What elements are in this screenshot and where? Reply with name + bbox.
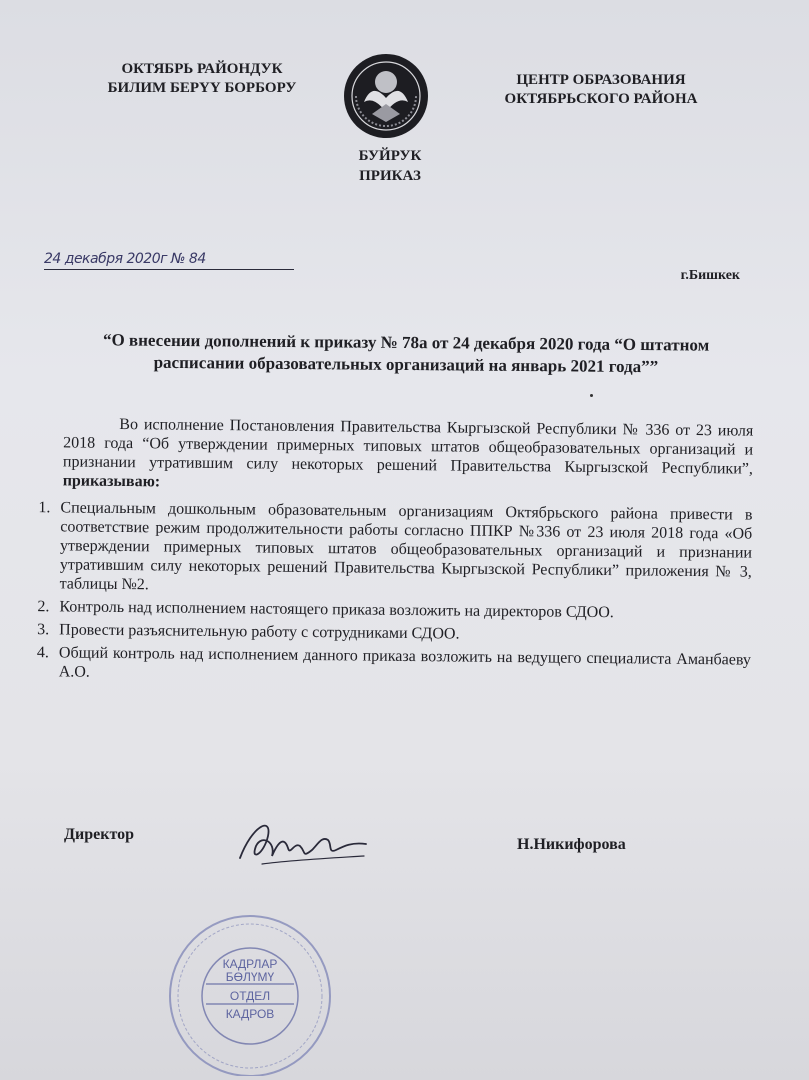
ink-dot (590, 394, 593, 397)
list-item-number: 1. (38, 499, 51, 517)
header-kyrgyz-line2: БИЛИМ БЕРҮҮ БОРБОРУ (107, 80, 297, 96)
intro-order-word: приказываю: (62, 472, 161, 491)
handwritten-date-number: 24 декабря 2020г № 84 (44, 251, 294, 270)
header-russian-line2: ОКТЯБРЬСКОГО РАЙОНА (504, 91, 698, 107)
list-item-number: 4. (36, 644, 50, 662)
list-item (37, 597, 751, 623)
list-item-number: 2. (37, 598, 50, 616)
header-russian (478, 71, 724, 109)
stamp-text-line3: ОТДЕЛ (229, 989, 271, 1003)
header-russian-line1: ЦЕНТР ОБРАЗОВАНИЯ (516, 72, 686, 88)
handwritten-signature-icon (232, 806, 372, 876)
signatory-name: Н.Никифорова (517, 836, 626, 853)
department-stamp-icon (150, 906, 350, 1076)
order-body (36, 414, 754, 692)
header-kyrgyz-line1: ОКТЯБРЬ РАЙОНДУК (121, 61, 283, 77)
document-type-russian: ПРИКАЗ (359, 168, 421, 184)
order-items-list (36, 498, 753, 688)
order-title: “О внесении дополнений к приказу № 78а от 24 декабря 2020 года “О штатном расписании образовательных организаций на январь 2021 года”” (102, 330, 710, 377)
intro-paragraph (63, 414, 754, 497)
list-item (37, 620, 751, 646)
list-item-number: 3. (37, 621, 50, 639)
header-kyrgyz (88, 60, 316, 98)
list-item-text: Общий контроль над исполнением данного приказа возложить на ведущего специалиста Аманбаеву А.О. (58, 644, 751, 681)
city-label: г.Бишкек (680, 268, 740, 283)
list-item (38, 498, 753, 600)
state-emblem-icon (342, 52, 430, 140)
list-item (36, 643, 751, 688)
list-item-text: Специальным дошкольным образовательным организациям Октябрьского района привести в соответствие режим продолжительности работы согласно ППКР №336 от 23 июля 2018 года «Об утверждении примерных типовых штатов общеобразовательных организаций и признании утратившим силу некоторых решений Правительства Кыргызской Республики” приложения № 3, таблицы №2. (59, 499, 753, 594)
document-type-kyrgyz: БУЙРУК (358, 148, 422, 164)
list-item-text: Контроль над исполнением настоящего приказа возложить на директоров СДОО. (59, 598, 614, 622)
stamp-text-line4: КАДРОВ (225, 1007, 275, 1021)
stamp-text-line2: БӨЛҮМҮ (225, 970, 275, 984)
signatory-role: Директор (64, 826, 134, 843)
document-type (330, 146, 450, 186)
intro-text: Во исполнение Постановления Правительства Кыргызской Республики № 336 от 23 июля 2018 года “Об утверждении примерных типовых штатов общеобразовательных организаций и признании утратившим силу некоторых решений Правительства Кыргызской Республики”, (62, 415, 754, 478)
stamp-text-line1: КАДРЛАР (222, 957, 278, 971)
list-item-text: Провести разъяснительную работу с сотрудниками СДОО. (59, 621, 460, 643)
